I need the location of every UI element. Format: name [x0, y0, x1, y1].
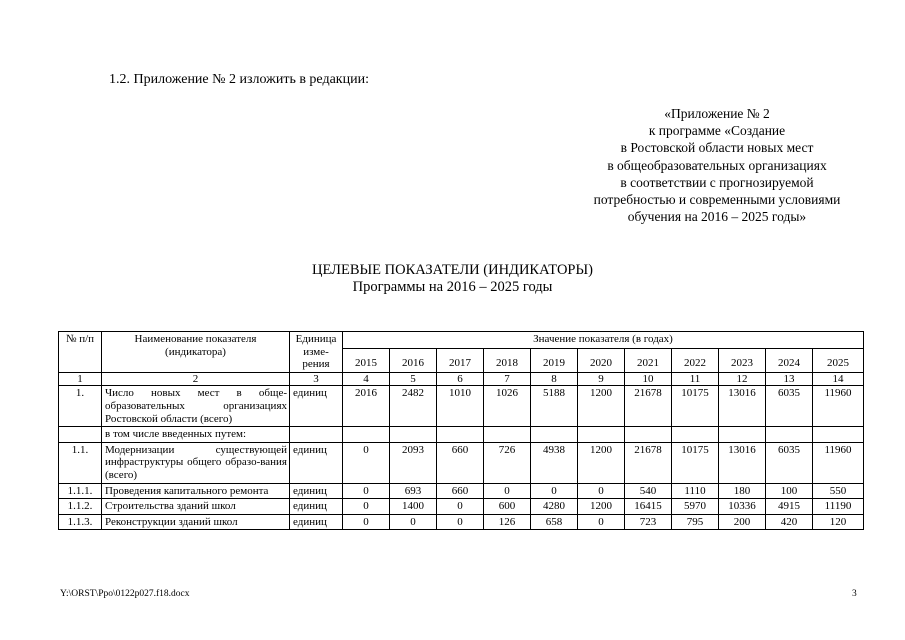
- header-year: 2025: [813, 348, 864, 372]
- row-number: 1.1.1.: [59, 483, 102, 499]
- value-cell: 795: [672, 514, 719, 530]
- value-cell: 726: [484, 442, 531, 483]
- table-row: [59, 427, 864, 443]
- column-number: 8: [531, 372, 578, 386]
- value-cell: 5970: [672, 499, 719, 515]
- value-cell: 0: [484, 483, 531, 499]
- value-cell: [531, 427, 578, 443]
- appendix-line: потребностью и современными условиями: [593, 192, 841, 208]
- value-cell: 11960: [813, 386, 864, 427]
- value-cell: [719, 427, 766, 443]
- indicator-name: Проведения капитального ремонта: [102, 483, 290, 499]
- unit-cell: единиц: [290, 483, 343, 499]
- column-number: 13: [766, 372, 813, 386]
- column-number: 6: [437, 372, 484, 386]
- indicator-name: Строительства зданий школ: [102, 499, 290, 515]
- value-cell: 21678: [625, 442, 672, 483]
- value-cell: 0: [578, 514, 625, 530]
- value-cell: 0: [343, 514, 390, 530]
- value-cell: 0: [437, 499, 484, 515]
- indicator-name: Число новых мест в обще-образовательных организациях Ростовской области (всего): [102, 386, 290, 427]
- value-cell: 2482: [390, 386, 437, 427]
- value-cell: [813, 427, 864, 443]
- value-cell: [766, 427, 813, 443]
- column-number: 4: [343, 372, 390, 386]
- table-row: [59, 386, 864, 427]
- appendix-line: в Ростовской области новых мест: [620, 140, 814, 156]
- unit-cell: единиц: [290, 499, 343, 515]
- column-number: 9: [578, 372, 625, 386]
- value-cell: 1026: [484, 386, 531, 427]
- value-cell: 120: [813, 514, 864, 530]
- table-row: [59, 499, 864, 515]
- value-cell: 660: [437, 483, 484, 499]
- value-cell: [390, 427, 437, 443]
- header-year: 2023: [719, 348, 766, 372]
- intro-text: 1.2. Приложение № 2 изложить в редакции:: [109, 72, 369, 87]
- value-cell: 2016: [343, 386, 390, 427]
- value-cell: 5188: [531, 386, 578, 427]
- header-name: Наименование показателя (индикатора): [102, 332, 290, 373]
- header-unit: Единица изме- рения: [290, 332, 343, 373]
- document-title: ЦЕЛЕВЫЕ ПОКАЗАТЕЛИ (ИНДИКАТОРЫ): [312, 262, 593, 278]
- row-number: 1.1.2.: [59, 499, 102, 515]
- value-cell: 13016: [719, 386, 766, 427]
- unit-cell: единиц: [290, 386, 343, 427]
- value-cell: 100: [766, 483, 813, 499]
- appendix-line: «Приложение № 2: [664, 106, 770, 121]
- value-cell: 660: [437, 442, 484, 483]
- header-year: 2021: [625, 348, 672, 372]
- appendix-line: в общеобразовательных организациях: [607, 157, 827, 173]
- row-number: 1.1.3.: [59, 514, 102, 530]
- unit-cell: [290, 427, 343, 443]
- value-cell: 10336: [719, 499, 766, 515]
- column-number: 10: [625, 372, 672, 386]
- value-cell: 550: [813, 483, 864, 499]
- indicators-table: [58, 331, 864, 530]
- row-number: [59, 427, 102, 443]
- header-row: [59, 332, 864, 349]
- indicator-name: Модернизации существующей инфраструктуры общего образо-вания (всего): [102, 442, 290, 483]
- value-cell: 0: [343, 442, 390, 483]
- value-cell: [343, 427, 390, 443]
- row-number: 1.1.: [59, 442, 102, 483]
- appendix-line: к программе «Создание: [648, 123, 786, 139]
- column-number: 11: [672, 372, 719, 386]
- value-cell: 16415: [625, 499, 672, 515]
- value-cell: 1200: [578, 499, 625, 515]
- column-number: 12: [719, 372, 766, 386]
- value-cell: [578, 427, 625, 443]
- value-cell: 1200: [578, 442, 625, 483]
- unit-cell: единиц: [290, 514, 343, 530]
- value-cell: 11960: [813, 442, 864, 483]
- value-cell: [625, 427, 672, 443]
- header-year: 2016: [390, 348, 437, 372]
- appendix-line: обучения на 2016 – 2025 годы»: [627, 209, 807, 225]
- header-year: 2017: [437, 348, 484, 372]
- document-subtitle: Программы на 2016 – 2025 годы: [352, 279, 553, 295]
- value-cell: 540: [625, 483, 672, 499]
- header-year: 2019: [531, 348, 578, 372]
- column-number: 2: [102, 372, 290, 386]
- value-cell: [437, 427, 484, 443]
- value-cell: 13016: [719, 442, 766, 483]
- value-cell: 6035: [766, 386, 813, 427]
- value-cell: 6035: [766, 442, 813, 483]
- value-cell: 2093: [390, 442, 437, 483]
- table-row: [59, 483, 864, 499]
- table-row: [59, 514, 864, 530]
- indicator-name: Реконструкции зданий школ: [102, 514, 290, 530]
- column-number: 5: [390, 372, 437, 386]
- appendix-line: в соответствии с прогнозируемой: [620, 174, 814, 190]
- value-cell: 1010: [437, 386, 484, 427]
- value-cell: 693: [390, 483, 437, 499]
- value-cell: 4915: [766, 499, 813, 515]
- value-cell: [484, 427, 531, 443]
- value-cell: 10175: [672, 442, 719, 483]
- value-cell: 4280: [531, 499, 578, 515]
- value-cell: 0: [390, 514, 437, 530]
- column-numbers-row: [59, 372, 864, 386]
- header-year: 2015: [343, 348, 390, 372]
- value-cell: [672, 427, 719, 443]
- table-row: [59, 442, 864, 483]
- column-number: 3: [290, 372, 343, 386]
- value-cell: 1200: [578, 386, 625, 427]
- column-number: 14: [813, 372, 864, 386]
- value-cell: 21678: [625, 386, 672, 427]
- value-cell: 0: [343, 499, 390, 515]
- footer-page-number: 3: [852, 589, 857, 599]
- value-cell: 4938: [531, 442, 578, 483]
- value-cell: 0: [531, 483, 578, 499]
- value-cell: 600: [484, 499, 531, 515]
- indicator-name: в том числе введенных путем:: [102, 427, 290, 443]
- appendix-heading: [572, 105, 862, 225]
- value-cell: 420: [766, 514, 813, 530]
- header-num: № п/п: [59, 332, 102, 373]
- value-cell: 723: [625, 514, 672, 530]
- column-number: 1: [59, 372, 102, 386]
- value-cell: 1400: [390, 499, 437, 515]
- value-cell: 0: [343, 483, 390, 499]
- footer-file-path: Y:\ORST\Ppo\0122p027.f18.docx: [60, 589, 190, 599]
- header-year: 2020: [578, 348, 625, 372]
- header-value: Значение показателя (в годах): [343, 332, 864, 349]
- value-cell: 200: [719, 514, 766, 530]
- value-cell: 1110: [672, 483, 719, 499]
- value-cell: 0: [578, 483, 625, 499]
- row-number: 1.: [59, 386, 102, 427]
- column-number: 7: [484, 372, 531, 386]
- value-cell: 180: [719, 483, 766, 499]
- unit-cell: единиц: [290, 442, 343, 483]
- header-year: 2022: [672, 348, 719, 372]
- value-cell: 11190: [813, 499, 864, 515]
- value-cell: 0: [437, 514, 484, 530]
- value-cell: 10175: [672, 386, 719, 427]
- header-year: 2018: [484, 348, 531, 372]
- value-cell: 126: [484, 514, 531, 530]
- header-year: 2024: [766, 348, 813, 372]
- value-cell: 658: [531, 514, 578, 530]
